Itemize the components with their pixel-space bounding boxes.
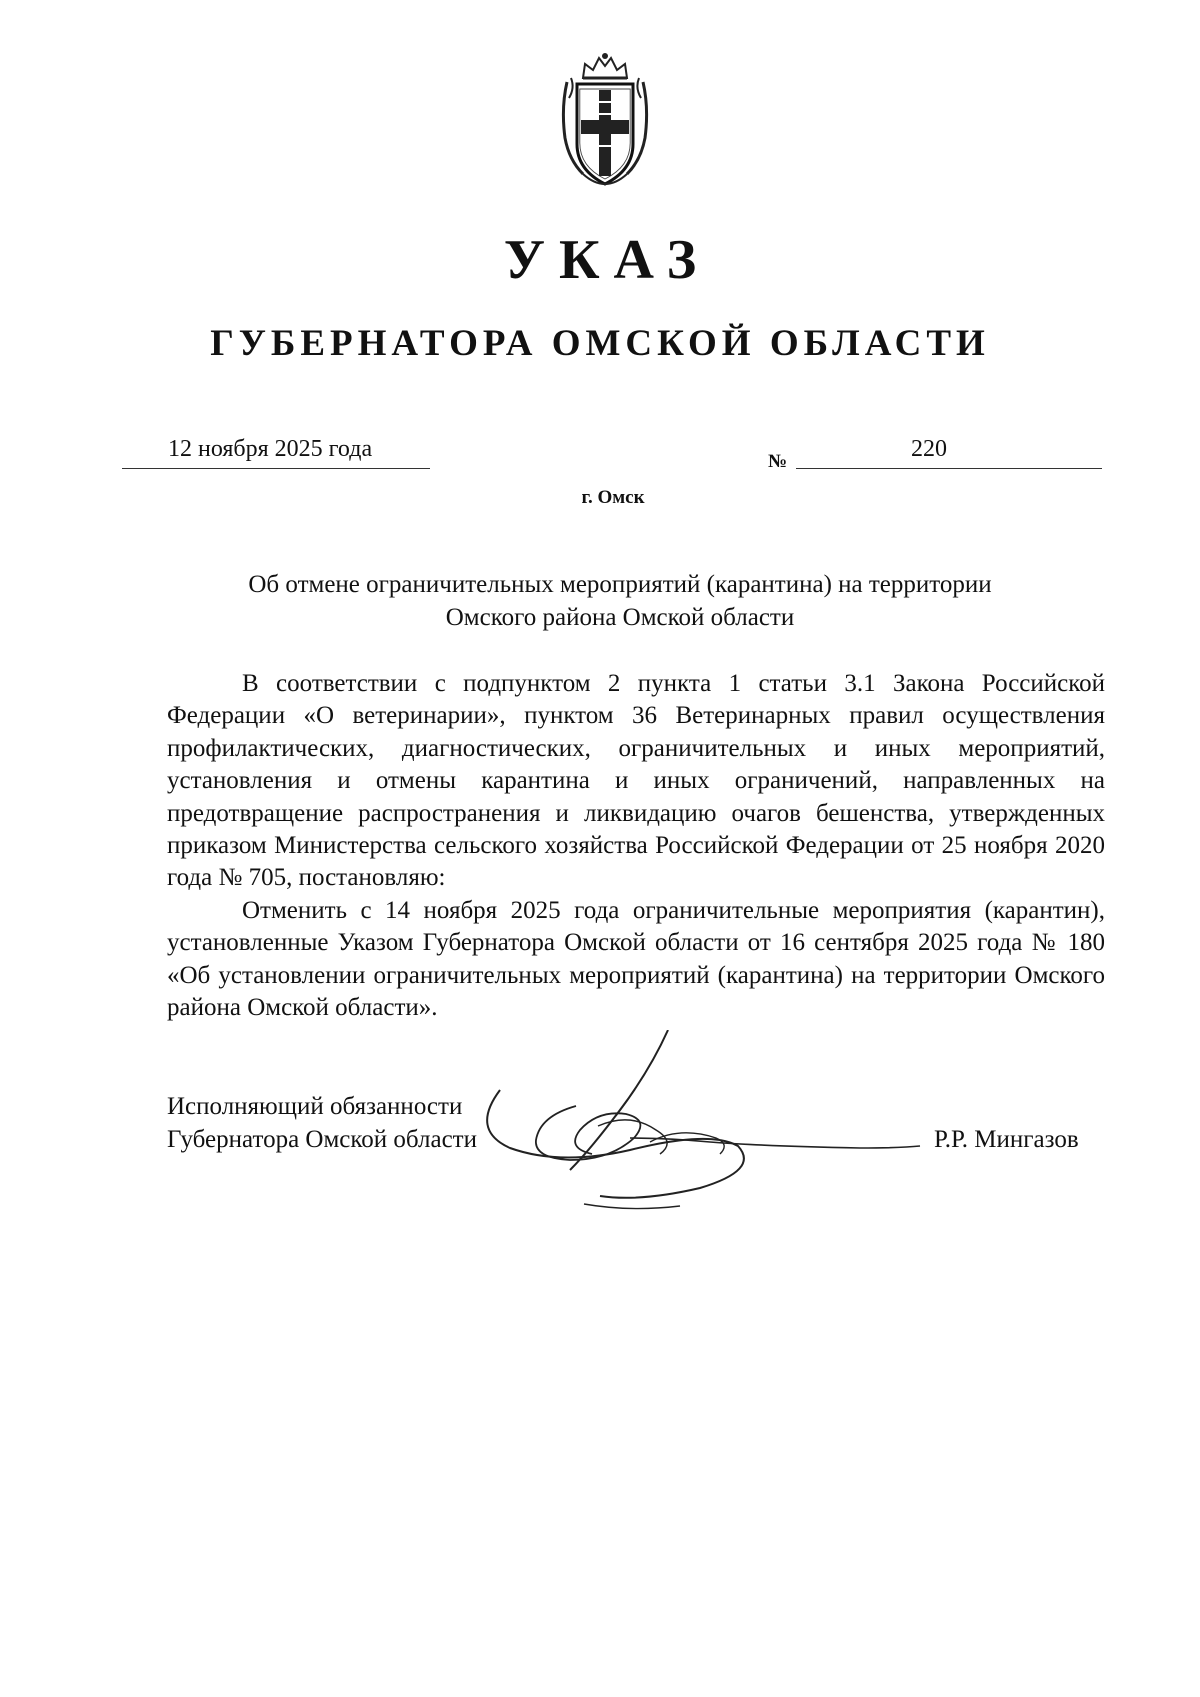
- city-label: г. Омск: [581, 487, 645, 508]
- number-field: [796, 432, 1102, 469]
- heading-line-2: Омского района Омской области: [445, 604, 795, 631]
- decree-number: 220: [911, 436, 947, 462]
- signer-position-line-2: Губернатора Омской области: [167, 1126, 477, 1153]
- signer-position-line-1: Исполняющий обязанности: [167, 1093, 463, 1120]
- signature-icon: [480, 1030, 950, 1250]
- issuer-title: ГУБЕРНАТОРА ОМСКОЙ ОБЛАСТИ: [210, 323, 990, 364]
- signer-position: [167, 1090, 477, 1156]
- body-paragraph-2: Отменить с 14 ноября 2025 года ограничительные мероприятия (карантин), установленные Указом Губернатора Омской области от 16 сентября 2025 года № 180 «Об установлении ограничительных мероприятий (карантина) на территории Омского района Омской области».: [167, 896, 1105, 1022]
- document-type-title: УКАЗ: [503, 229, 711, 291]
- document-body: [167, 668, 1105, 1024]
- coat-of-arms-icon: [553, 48, 657, 196]
- body-paragraph-1: В соответствии с подпунктом 2 пункта 1 статьи 3.1 Закона Российской Федерации «О ветеринарии», пунктом 36 Ветеринарных правил осуществления профилактических, диагностических, ограничительных и иных мероприятий, установления и отмены карантина и иных ограничений, направленных на предотвращение распространения и ликвидацию очагов бешенства, утвержденных приказом Министерства сельского хозяйства Российской Федерации от 25 ноября 2020 года № 705, постановляю:: [167, 670, 1105, 892]
- signer-name: Р.Р. Мингазов: [934, 1126, 1079, 1153]
- heading-line-1: Об отмене ограничительных мероприятий (карантина) на территории: [248, 571, 992, 598]
- number-sign: №: [768, 451, 788, 472]
- decree-date: 12 ноября 2025 года: [168, 436, 373, 462]
- date-field: [122, 432, 430, 469]
- document-heading: [170, 568, 1070, 634]
